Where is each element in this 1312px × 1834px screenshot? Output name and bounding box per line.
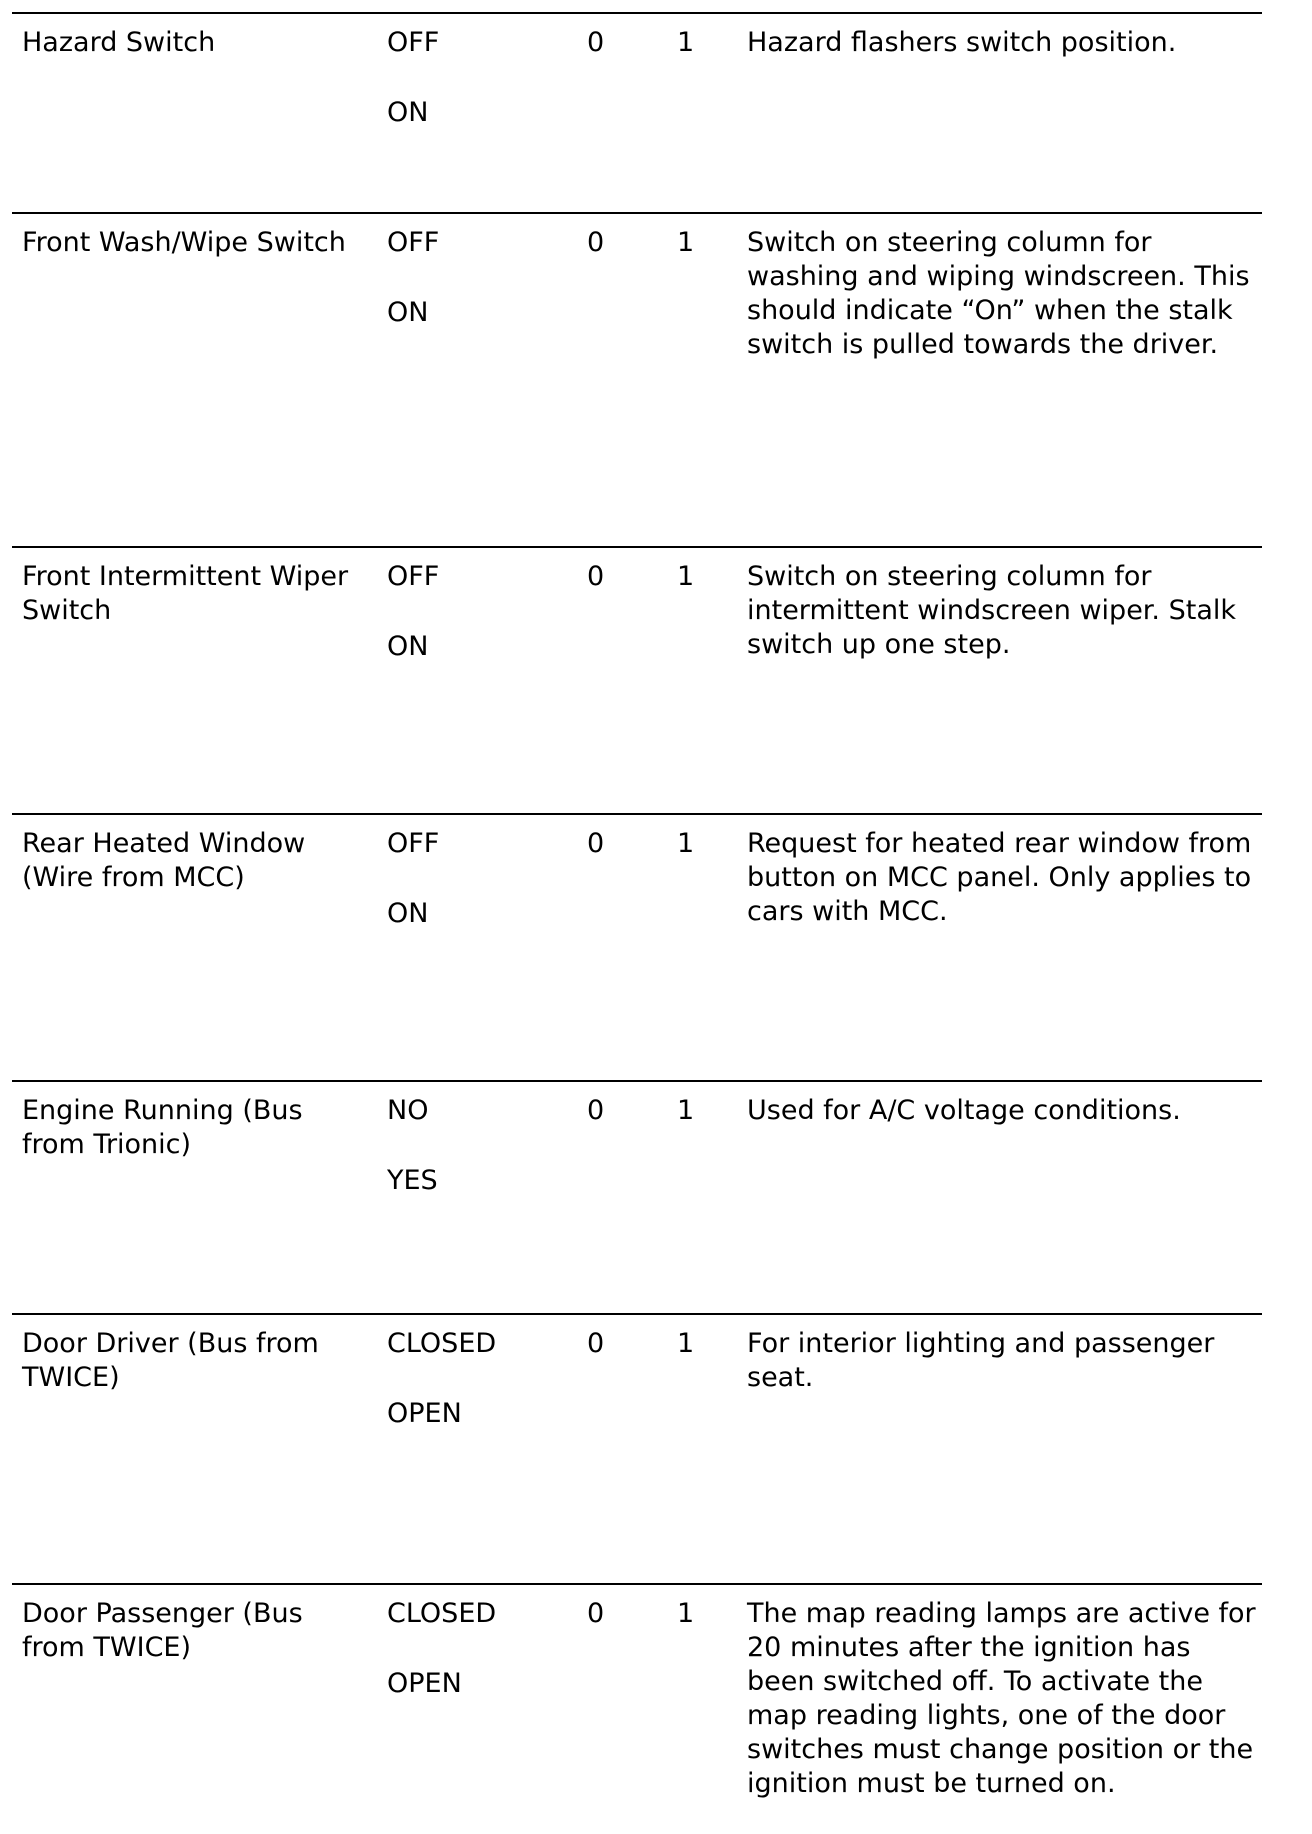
signal-description: The map reading lamps are active for 20 minutes after the ignition has been switched off. To activate the map reading lights, one of the door switches must change position or the ignition must be turned on. xyxy=(747,1598,1256,1799)
state-on: ON xyxy=(387,898,429,929)
signal-states xyxy=(387,1597,567,1701)
signal-states xyxy=(387,1327,567,1431)
state-off: OFF xyxy=(387,561,440,592)
value-low: 0 xyxy=(587,1328,605,1359)
table-row xyxy=(12,1583,1262,1825)
table-row xyxy=(12,546,1262,815)
signal-name: Engine Running (Bus from Trionic) xyxy=(22,1095,303,1160)
signal-states xyxy=(387,226,567,330)
signal-description: Switch on steering column for intermittent windscreen wiper. Stalk switch up one step. xyxy=(747,561,1237,660)
table-row xyxy=(12,1313,1262,1585)
value-high: 1 xyxy=(677,1095,695,1126)
signal-name: Front Wash/Wipe Switch xyxy=(22,227,346,258)
signal-description: Used for A/C voltage conditions. xyxy=(747,1095,1181,1126)
state-closed: CLOSED xyxy=(387,1328,497,1359)
signal-name: Front Intermittent Wiper Switch xyxy=(22,561,349,626)
signal-description: Request for heated rear window from button on MCC panel. Only applies to cars with MCC. xyxy=(747,828,1252,927)
state-closed: CLOSED xyxy=(387,1598,497,1629)
value-low: 0 xyxy=(587,227,605,258)
table-row xyxy=(12,212,1262,548)
state-off: OFF xyxy=(387,227,440,258)
state-on: ON xyxy=(387,97,429,128)
signal-description: For interior lighting and passenger seat. xyxy=(747,1328,1215,1393)
table-row xyxy=(12,1080,1262,1315)
table-row xyxy=(12,12,1262,214)
signal-states xyxy=(387,26,567,130)
signal-description: Hazard flashers switch position. xyxy=(747,27,1177,58)
state-open: OPEN xyxy=(387,1398,462,1429)
state-off: OFF xyxy=(387,828,440,859)
value-high: 1 xyxy=(677,27,695,58)
value-high: 1 xyxy=(677,828,695,859)
signal-name: Rear Heated Window (Wire from MCC) xyxy=(22,828,306,893)
value-high: 1 xyxy=(677,227,695,258)
value-low: 0 xyxy=(587,1095,605,1126)
value-high: 1 xyxy=(677,1598,695,1629)
value-low: 0 xyxy=(587,561,605,592)
value-high: 1 xyxy=(677,561,695,592)
state-on: ON xyxy=(387,631,429,662)
table-row xyxy=(12,813,1262,1082)
signal-name: Hazard Switch xyxy=(22,27,216,58)
state-no: NO xyxy=(387,1095,429,1126)
signal-name: Door Passenger (Bus from TWICE) xyxy=(22,1598,303,1663)
value-low: 0 xyxy=(587,1598,605,1629)
signal-description: Switch on steering column for washing and wiping windscreen. This should indicate “On” when the stalk switch is pulled towards the driver. xyxy=(747,227,1250,360)
state-open: OPEN xyxy=(387,1668,462,1699)
value-low: 0 xyxy=(587,27,605,58)
signal-states xyxy=(387,560,567,664)
signal-name: Door Driver (Bus from TWICE) xyxy=(22,1328,319,1393)
value-low: 0 xyxy=(587,828,605,859)
state-yes: YES xyxy=(387,1165,438,1196)
state-on: ON xyxy=(387,297,429,328)
signal-states xyxy=(387,827,567,931)
signal-states xyxy=(387,1094,567,1198)
value-high: 1 xyxy=(677,1328,695,1359)
state-off: OFF xyxy=(387,27,440,58)
